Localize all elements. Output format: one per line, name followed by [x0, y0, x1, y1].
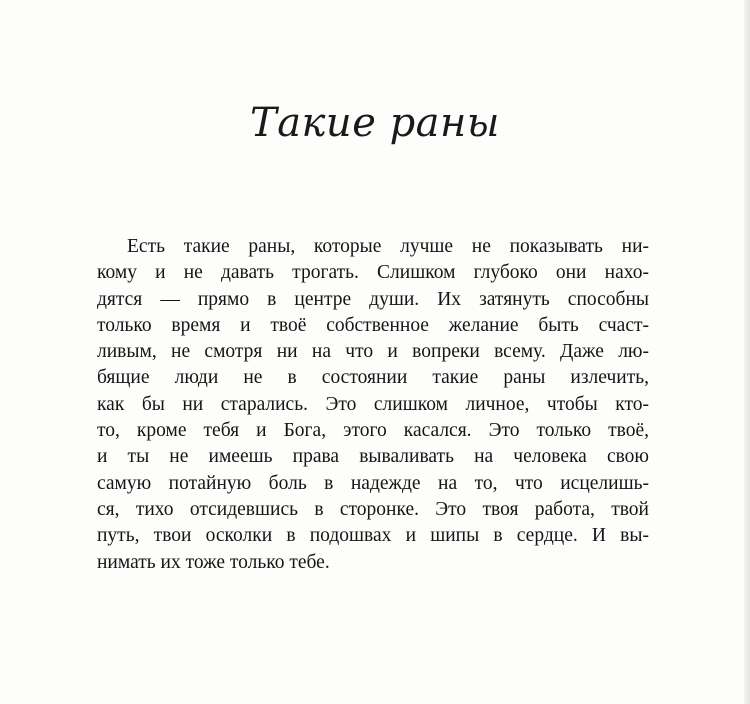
paragraph-line: путь, твои осколки в подошвах и шипы в сердце. И вы- [97, 525, 649, 547]
paragraph-line: ся, тихо отсидевшись в сторонке. Это твоя работа, твой [97, 498, 649, 520]
paragraph-line: Есть такие раны, которые лучше не показывать ни- [127, 236, 649, 257]
paragraph-line: только время и твоё собственное желание быть счаст- [97, 314, 649, 336]
body-paragraph [97, 234, 649, 576]
paragraph-line: то, кроме тебя и Бога, этого касался. Это только твоё, [97, 420, 649, 442]
paragraph-line: и ты не имеешь права вываливать на человека свою [97, 446, 649, 468]
paragraph-line: дятся — прямо в центре души. Их затянуть способны [97, 288, 649, 310]
paragraph-line: нимать их тоже только тебе. [97, 551, 330, 573]
paragraph-line: кому и не давать трогать. Слишком глубоко они нахо- [97, 262, 649, 284]
paragraph-line: бящие люди не в состоянии такие раны излечить, [97, 367, 649, 389]
paragraph-line: самую потайную боль в надежде на то, что исцелишь- [97, 472, 649, 494]
paragraph-line: ливым, не смотря ни на что и вопреки всему. Даже лю- [97, 341, 649, 363]
paragraph-line: как бы ни старались. Это слишком личное, чтобы кто- [97, 393, 649, 415]
page-title: Такие раны [250, 100, 500, 146]
